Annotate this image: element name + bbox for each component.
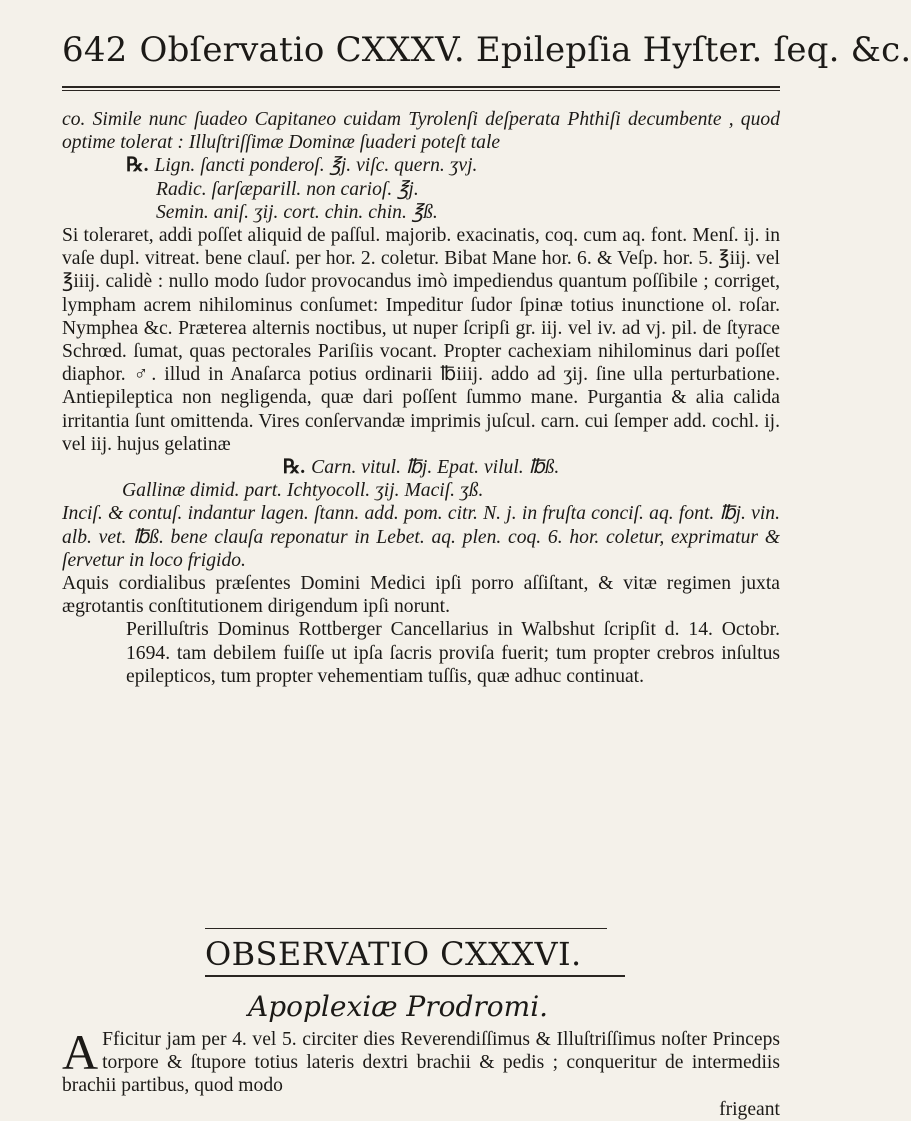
observation-subtitle: Apoplexiæ Prodromi. <box>248 990 568 1023</box>
recipe-2-line-1: ℞. Carn. vitul. ℔j. Epat. vilul. ℔ß. <box>62 456 780 479</box>
recipe-2-line-2: Gallinæ dimid. part. Ichtyocoll. ʒij. Maciſ. ʒß. <box>62 479 780 502</box>
observation-title: OBSERVATIO CXXXVI. <box>205 935 625 977</box>
header-rule <box>62 86 780 88</box>
page-header <box>62 30 782 70</box>
paragraph-1: co. Simile nunc ſuadeo Capitaneo cuidam Tyrolenſi deſperata Phthiſi decumbente , quod optime tolerat : Illuſtriſſimæ Dominæ ſuaderi poteſt tale <box>62 108 780 154</box>
recipe-2-line-3: Inciſ. & contuſ. indantur lagen. ſtann. add. pom. citr. N. j. in fruſta conciſ. aq. font. ℔j. vin. alb. vet. ℔ß. bene clauſa reponatur in Lebet. aq. plen. coq. 6. hor. coletur, exprimatur & ſervetur in loco frigido. <box>62 502 780 572</box>
drop-cap: A <box>62 1030 98 1074</box>
recipe-symbol: ℞. <box>126 155 148 176</box>
recipe-symbol: ℞. <box>283 457 305 478</box>
paragraph-3: Aquis cordialibus præſentes Domini Medici ipſi porro aſſiſtant, & vitæ regimen juxta ægrotantis conſtitutionem dirigendum ipſi norunt. <box>62 572 780 618</box>
paragraph-4: Perilluſtris Dominus Rottberger Cancellarius in Walbshut ſcripſit d. 14. Octobr. 1694. tam debilem fuiſſe ut ipſa ſacris proviſa fuerit; tum propter crebros inſultus epilepticos, tum propter vehementiam tuſſis, quæ adhuc continuat. <box>62 618 780 688</box>
recipe-1-line-2: Radic. ſarſæparill. non carioſ. ℥j. <box>62 178 780 201</box>
recipe-1-line-3: Semin. aniſ. ʒij. cort. chin. chin. ℥ß. <box>62 201 780 224</box>
paragraph-2: Si toleraret, addi poſſet aliquid de paſſul. majorib. exacinatis, coq. cum aq. font. Menſ. ij. in vaſe dupl. vitreat. bene clauſ. per hor. 2. coletur. Bibat Mane hor. 6. & Veſp. hor. 5. ℥iij. vel ℥iiij. calidè : nullo modo ſudor provocandus imò impediendus quantum poſſibile ; corriget, lympham acrem nihilominus conſumet: Impeditur ſudor ſpinæ totius inunctione ol. roſar. Nymphea &c. Præterea alternis noctibus, ut nuper ſcripſi gr. iij. vel iv. ad vj. pil. de ſtyrace Schrœd. ſumat, quas pectorales Pariſiis vocant. Propter cachexiam nihilominus dari poſſet diaphor. ♂. illud in Anaſarca potius ordinarii ℔iiij. addo ad ʒij. ſine ulla perturbatione. Antiepileptica non negligenda, quæ dari poſſent ſummo mane. Purgantia & alia calida irritantia ſunt omittenda. Vires conſervandæ imprimis juſcul. carn. cui ſemper add. cochl. ij. vel iij. hujus gelatinæ <box>62 224 780 456</box>
recipe-1-line-1: ℞. Lign. ſancti ponderoſ. ℥j. viſc. quern. ʒvj. <box>62 154 780 177</box>
running-title: Obſervatio CXXXV. Epilepſia Hyſter. ſeq. &c. <box>140 30 911 70</box>
observation-rule <box>205 928 607 929</box>
observation-text <box>62 1028 780 1121</box>
page-number: 642 <box>62 30 128 70</box>
header-rule-thin <box>62 90 780 91</box>
observation-paragraph: Fficitur jam per 4. vel 5. circiter dies Reverendiſſimus & Illuſtriſſimus noſter Princeps torpore & ſtupore totius lateris dextri brachii & pedis ; conqueritur de intermediis brachii partibus, quod modo <box>62 1029 780 1096</box>
body-text <box>62 108 780 688</box>
catchword: frigeant <box>62 1098 780 1121</box>
